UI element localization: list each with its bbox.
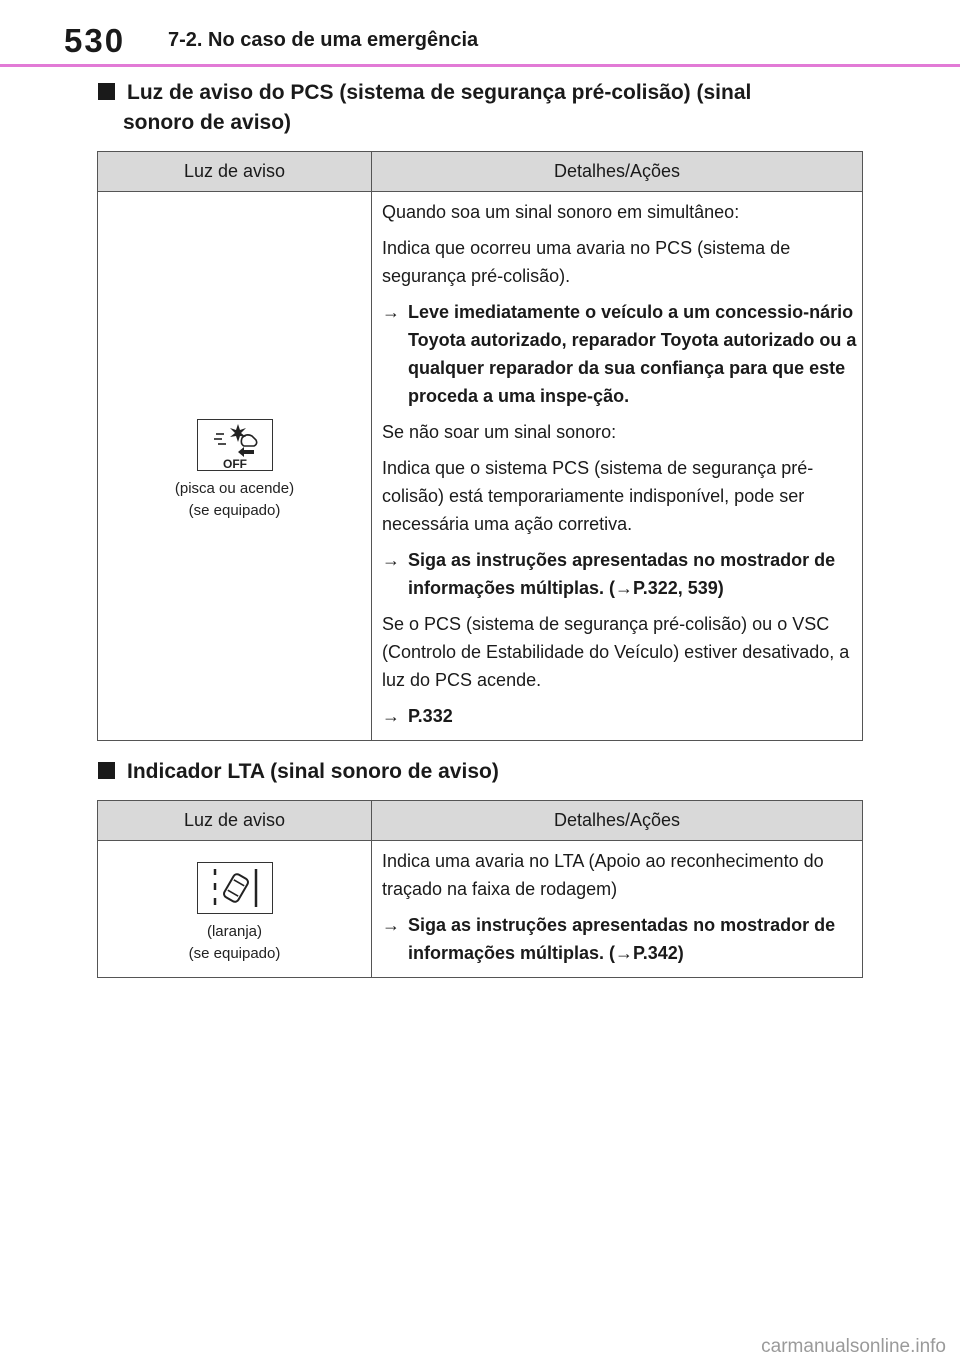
chapter-title: 7-2. No caso de uma emergência	[168, 29, 479, 51]
action-item: → Leve imediatamente o veículo a um concessio-nário Toyota autorizado, reparador Toyota autorizado ou a qualquer reparador da sua confiança para que este proceda a uma inspe-ção.	[382, 298, 858, 410]
arrow-icon: →	[382, 302, 400, 322]
section-title-lta: Indicador LTA (sinal sonoro de aviso)	[98, 757, 499, 787]
col-header-details: Detalhes/Ações	[372, 801, 863, 841]
action-item: → Siga as instruções apresentadas no mostrador de informações múltiplas. (→P.322, 539)	[382, 546, 858, 602]
pcs-warning-table	[97, 151, 863, 741]
arrow-icon: →	[382, 550, 400, 570]
page-header	[0, 0, 960, 70]
warning-light-cell	[98, 841, 372, 978]
icon-caption-equipped: (se equipado)	[188, 944, 281, 962]
warning-light-cell	[98, 192, 372, 741]
details-text: Indica que o sistema PCS (sistema de segurança pré-colisão) está temporariamente indisponível, pode ser necessária uma ação corretiva.	[382, 458, 814, 534]
table-row	[98, 841, 863, 978]
details-text: Indica que ocorreu uma avaria no PCS (sistema de segurança pré-colisão).	[382, 238, 791, 286]
icon-caption-equipped: (se equipado)	[188, 501, 281, 519]
details-cell	[372, 192, 863, 741]
col-header-warning-light: Luz de aviso	[98, 801, 372, 841]
details-text: Se o PCS (sistema de segurança pré-colisão) ou o VSC (Controlo de Estabilidade do Veículo) estiver desativado, a luz do PCS acende.	[382, 614, 850, 690]
icon-caption-color: (laranja)	[206, 922, 263, 940]
table-row	[98, 192, 863, 741]
arrow-icon: →	[382, 706, 400, 726]
pcs-off-warning-icon	[197, 419, 273, 471]
page-number: 530	[64, 22, 126, 59]
lta-indicator-icon	[197, 862, 273, 914]
col-header-warning-light: Luz de aviso	[98, 152, 372, 192]
square-bullet-icon	[98, 83, 115, 100]
arrow-icon: →	[382, 915, 400, 935]
details-text: Se não soar um sinal sonoro:	[382, 422, 617, 442]
footer-watermark: carmanualsonline.info	[761, 1336, 946, 1357]
square-bullet-icon	[98, 762, 115, 779]
action-item: → P.332	[382, 702, 858, 730]
table-header-row	[98, 152, 863, 192]
table-header-row	[98, 801, 863, 841]
svg-text:OFF: OFF	[222, 456, 247, 470]
icon-caption-blink: (pisca ou acende)	[174, 479, 295, 497]
details-cell	[372, 841, 863, 978]
details-text: Indica uma avaria no LTA (Apoio ao reconhecimento do traçado na faixa de rodagem)	[382, 851, 824, 899]
header-divider	[0, 64, 960, 67]
section-title-pcs: Luz de aviso do PCS (sistema de segurança pré-colisão) (sinal sonoro de aviso)	[98, 78, 751, 138]
action-item: → Siga as instruções apresentadas no mostrador de informações múltiplas. (→P.342)	[382, 911, 858, 967]
lta-warning-table	[97, 800, 863, 978]
details-text: Quando soa um sinal sonoro em simultâneo:	[382, 202, 740, 222]
col-header-details: Detalhes/Ações	[372, 152, 863, 192]
